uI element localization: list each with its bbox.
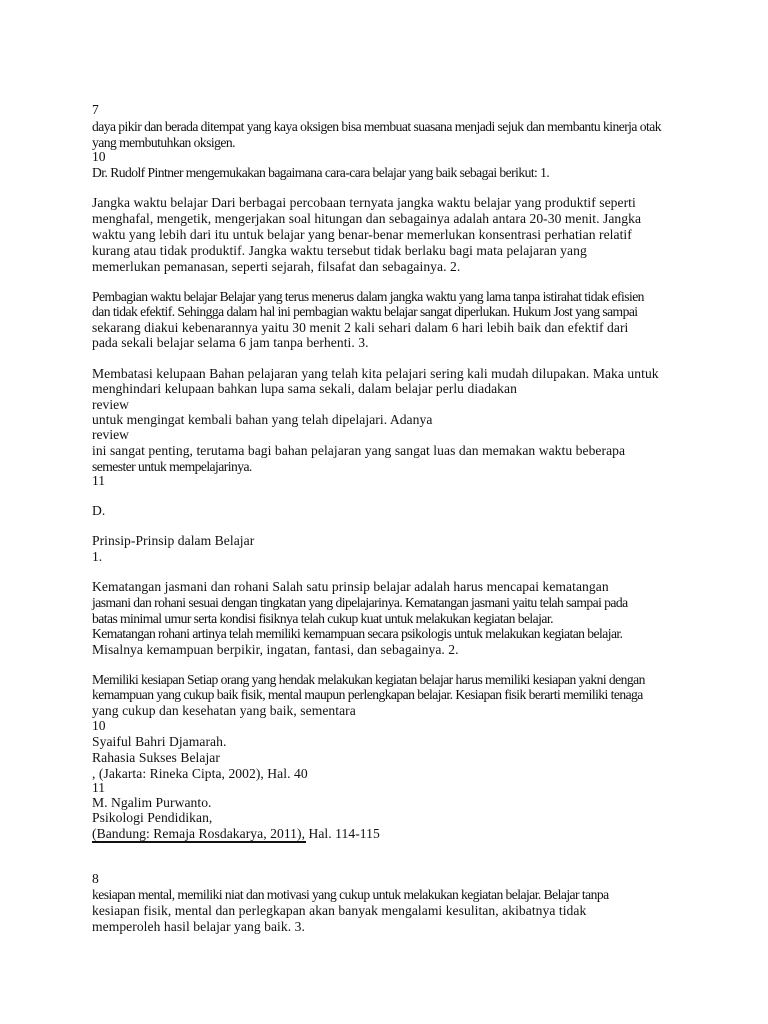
paragraph-line: memerlukan pemanasan, seperti sejarah, filsafat dan sebagainya. 2.: [92, 259, 461, 274]
section-letter: D.: [92, 503, 106, 518]
paragraph-line: Pembagian waktu belajar Belajar yang terus menerus dalam jangka waktu yang lama tanpa istirahat tidak efisien: [92, 289, 644, 304]
footnote-line: Syaiful Bahri Djamarah.: [92, 734, 227, 749]
list-number: 1.: [92, 549, 103, 564]
paragraph-line: review: [92, 427, 129, 442]
page-bottom-rule: [92, 841, 306, 843]
footnote-ref: 10: [92, 149, 106, 164]
paragraph-line: batas minimal umur serta kondisi fisiknya telah cukup kuat untuk melakukan kegiatan belajar.: [92, 611, 553, 626]
paragraph-line: untuk mengingat kembali bahan yang telah dipelajari. Adanya: [92, 412, 433, 427]
footnote-line: Rahasia Sukses Belajar: [92, 750, 220, 765]
body-line: memperoleh hasil belajar yang baik. 3.: [92, 919, 305, 934]
page-number: 7: [92, 102, 99, 117]
paragraph-line: review: [92, 397, 129, 412]
footnote-ref: 11: [92, 473, 106, 488]
footnote-line: M. Ngalim Purwanto.: [92, 795, 212, 810]
section-title: Prinsip-Prinsip dalam Belajar: [92, 533, 255, 548]
paragraph-line: menghindari kelupaan bahkan lupa sama sekali, dalam belajar perlu diadakan: [92, 381, 517, 396]
footnote-line: , (Jakarta: Rineka Cipta, 2002), Hal. 40: [92, 766, 308, 781]
body-line: Dr. Rudolf Pintner mengemukakan bagaimana cara-cara belajar yang baik sebagai berikut: 1.: [92, 165, 550, 180]
paragraph-line: Kematangan rohani artinya telah memiliki kemampuan secara psikologis untuk melakukan kegiatan belajar.: [92, 626, 623, 641]
paragraph-line: Misalnya kemampuan berpikir, ingatan, fantasi, dan sebagainya. 2.: [92, 642, 459, 657]
paragraph-line: jasmani dan rohani sesuai dengan tingkatan yang dipelajarinya. Kematangan jasmani yaitu telah sampai pada: [92, 595, 628, 610]
paragraph-line: semester untuk mempelajarinya.: [92, 459, 252, 474]
paragraph-line: yang cukup dan kesehatan yang baik, sementara: [92, 703, 356, 718]
paragraph-line: sekarang diakui kebenarannya yaitu 30 menit 2 kali sehari dalam 6 hari lebih baik dan efektif dari: [92, 320, 629, 335]
paragraph-line: dan tidak efektif. Sehingga dalam hal ini pembagian waktu belajar sangat diperlukan. Hukum Jost yang sampai: [92, 304, 638, 319]
page-number: 8: [92, 871, 99, 886]
paragraph-line: menghafal, mengetik, mengerjakan soal hitungan dan sebagainya adalah antara 20-30 menit. Jangka: [92, 211, 642, 226]
paragraph-line: kemampuan yang cukup baik fisik, mental maupun perlengkapan belajar. Kesiapan fisik berarti memiliki tenaga: [92, 687, 643, 702]
paragraph-line: Kematangan jasmani dan rohani Salah satu prinsip belajar adalah harus mencapai kematangan: [92, 579, 609, 594]
footnote-number: 11: [92, 780, 106, 795]
footnote-number: 10: [92, 718, 106, 733]
body-line: daya pikir dan berada ditempat yang kaya oksigen bisa membuat suasana menjadi sejuk dan membantu kinerja otak: [92, 119, 661, 134]
body-line: kesiapan fisik, mental dan perlegkapan akan banyak mengalami kesulitan, akibatnya tidak: [92, 903, 587, 918]
paragraph-line: Memiliki kesiapan Setiap orang yang hendak melakukan kegiatan belajar harus memiliki kesiapan yakni dengan: [92, 672, 645, 687]
paragraph-line: ini sangat penting, terutama bagi bahan pelajaran yang sangat luas dan memakan waktu beberapa: [92, 443, 626, 458]
paragraph-line: pada sekali belajar selama 6 jam tanpa berhenti. 3.: [92, 335, 369, 350]
paragraph-line: Membatasi kelupaan Bahan pelajaran yang telah kita pelajari sering kali mudah dilupakan. Maka untuk: [92, 366, 659, 381]
body-line: yang membutuhkan oksigen.: [92, 135, 235, 150]
paragraph-line: waktu yang lebih dari itu untuk belajar yang benar-benar memerlukan konsentrasi perhatian relatif: [92, 227, 632, 242]
footnote-line: (Bandung: Remaja Rosdakarya, 2011), Hal. 114-115: [92, 826, 380, 841]
paragraph-line: kurang atau tidak produktif. Jangka waktu tersebut tidak berlaku bagi mata pelajaran yang: [92, 243, 587, 258]
body-line: kesiapan mental, memiliki niat dan motivasi yang cukup untuk melakukan kegiatan belajar. Belajar tanpa: [92, 887, 609, 902]
footnote-line: Psikologi Pendidikan,: [92, 810, 213, 825]
paragraph-line: Jangka waktu belajar Dari berbagai percobaan ternyata jangka waktu belajar yang produktif seperti: [92, 195, 636, 210]
